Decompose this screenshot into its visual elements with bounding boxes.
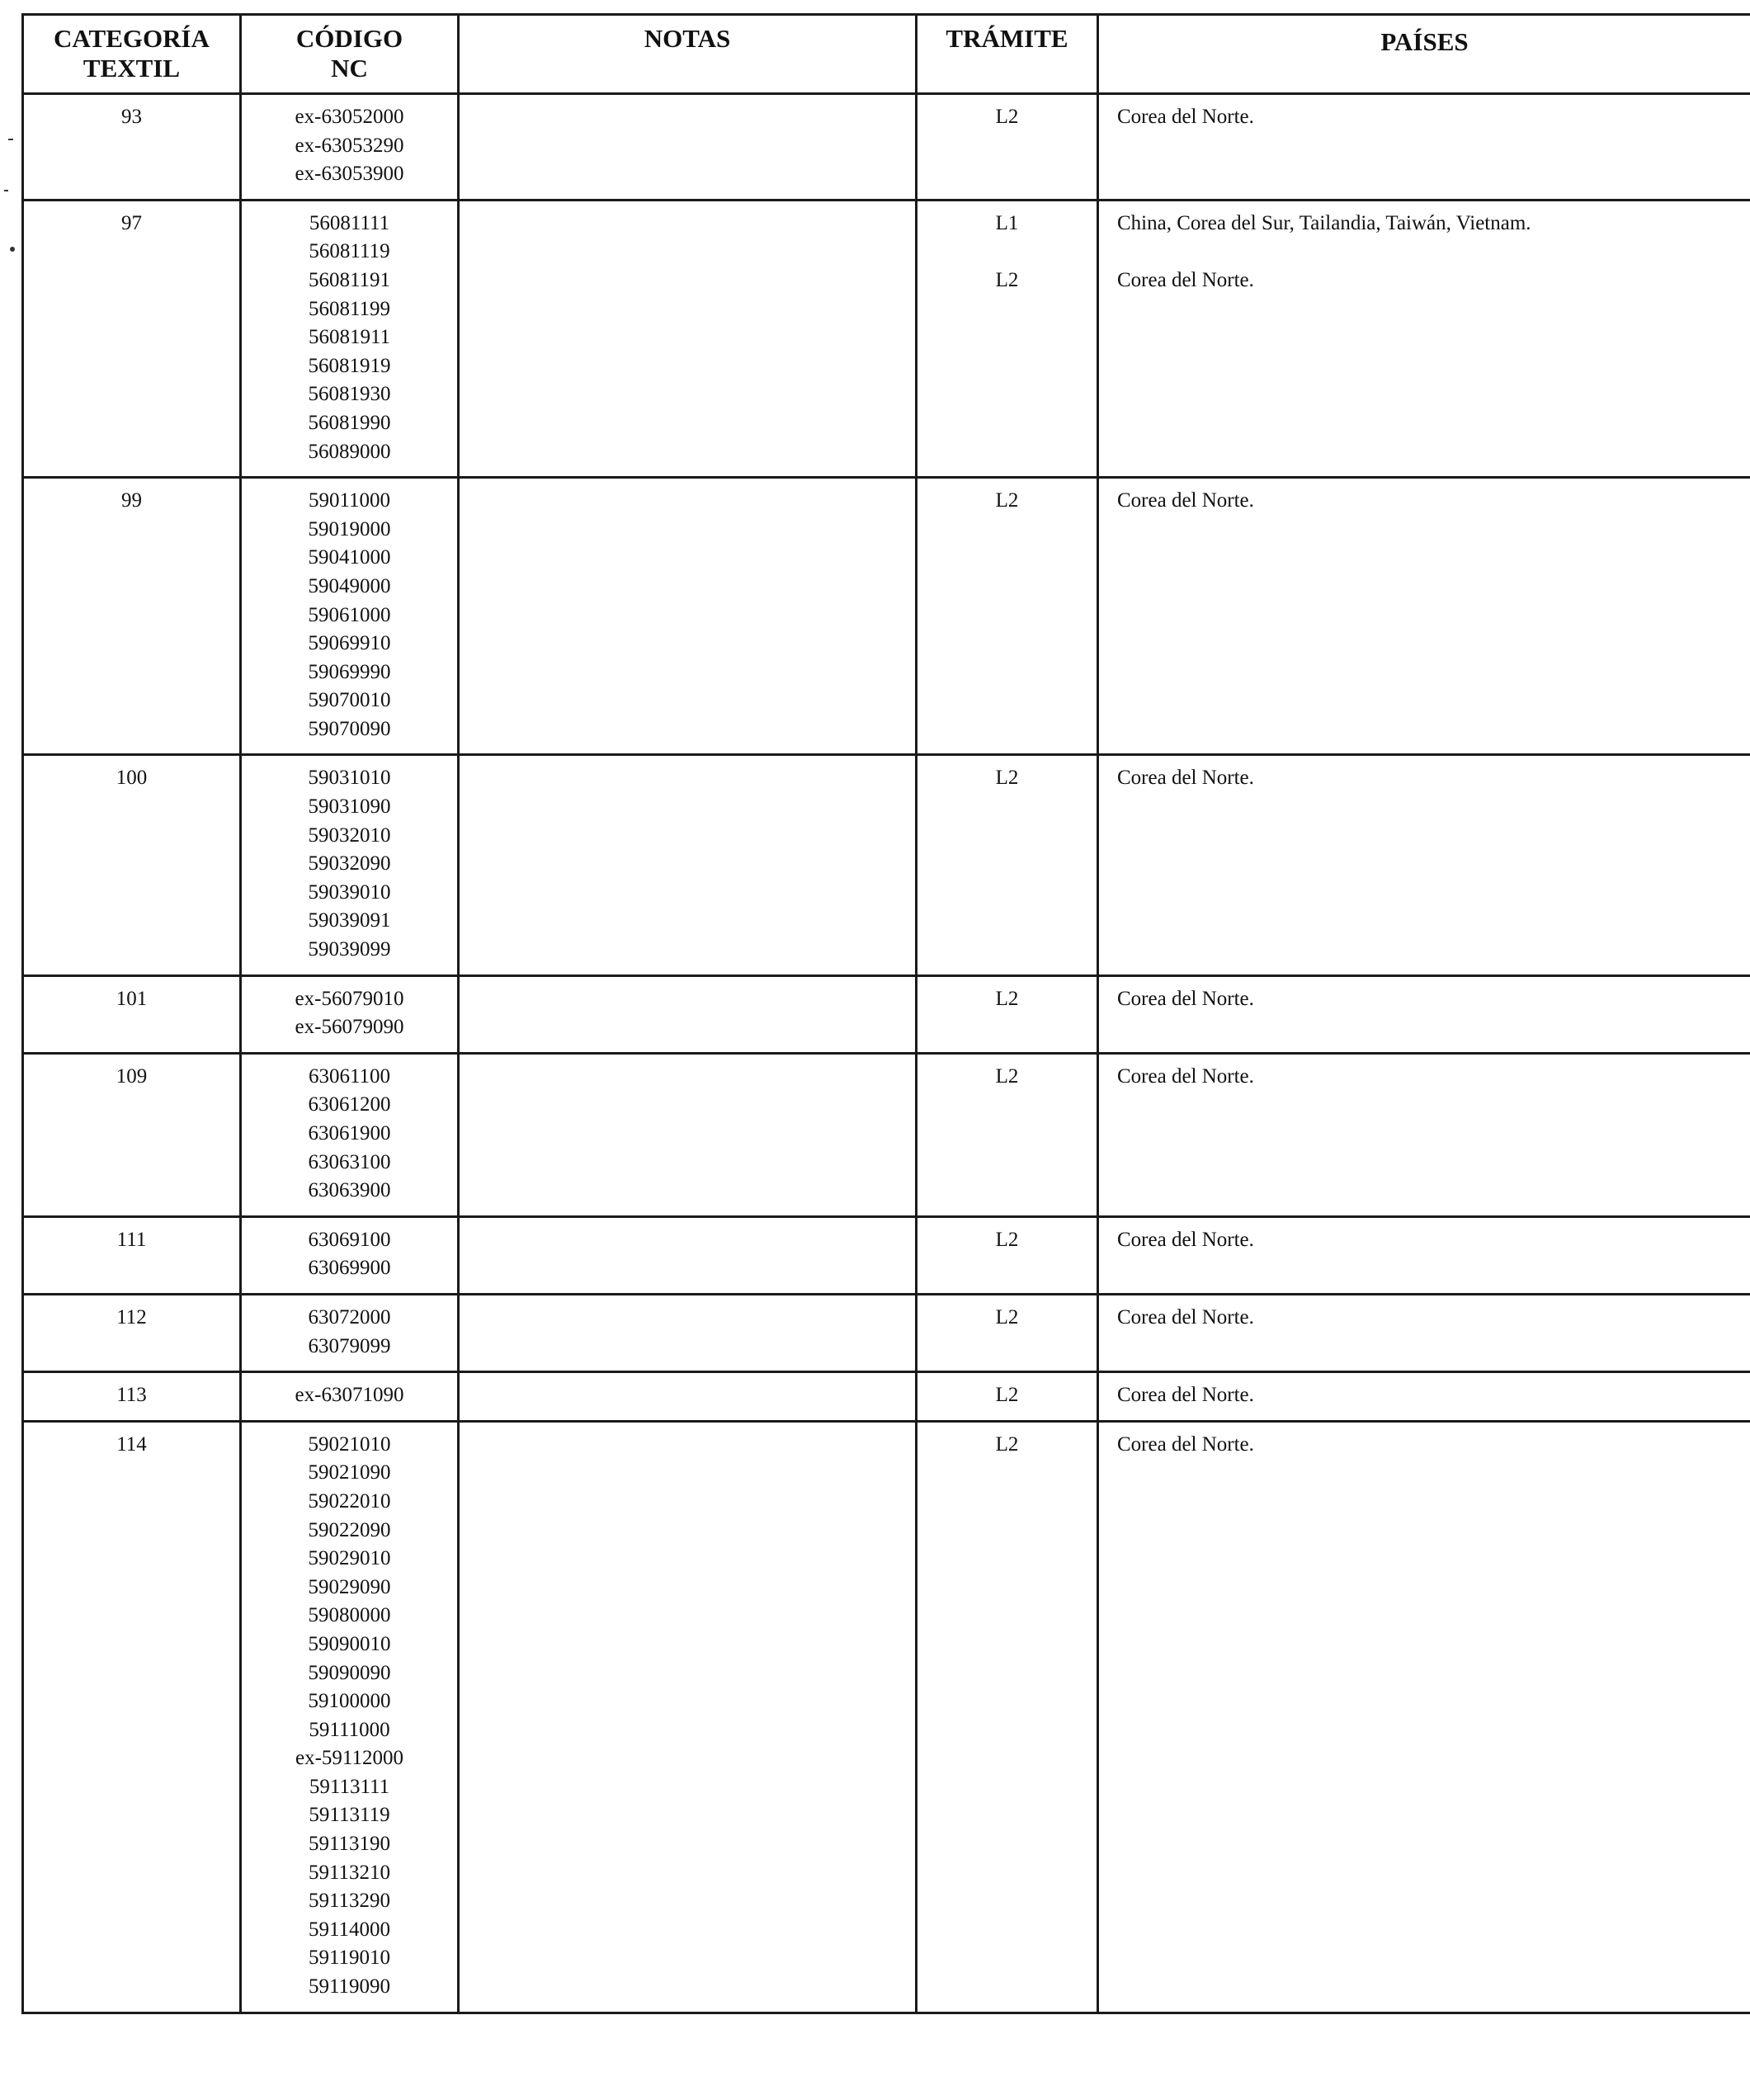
categoria-cell <box>23 1372 241 1422</box>
tramite-value: L2 <box>995 1432 1019 1456</box>
nc-code: 59039010 <box>308 880 391 904</box>
nc-code: 59041000 <box>308 546 391 569</box>
codigo-nc-cell <box>241 1294 459 1371</box>
paises-value: Corea del Norte. <box>1117 987 1254 1010</box>
nc-code: 63061900 <box>308 1122 391 1144</box>
notas-cell <box>459 975 917 1053</box>
paises-cell <box>1098 1294 1750 1371</box>
nc-code: 59029010 <box>308 1547 391 1570</box>
paises-cell <box>1098 1216 1750 1294</box>
nc-code: 59113111 <box>309 1775 390 1798</box>
tramite-value: L2 <box>995 268 1019 291</box>
paises-value: Corea del Norte. <box>1117 1064 1254 1088</box>
header-text: NOTAS <box>644 24 731 53</box>
categoria-value: 100 <box>116 767 148 790</box>
categoria-value: 93 <box>121 106 142 128</box>
paises-cell <box>1098 94 1750 201</box>
document-page <box>21 13 1750 2014</box>
codigo-nc-cell <box>241 755 459 975</box>
nc-code: 63063100 <box>308 1150 391 1173</box>
paises-value: Corea del Norte. <box>1117 106 1254 128</box>
tramite-cell <box>917 755 1098 975</box>
paises-value: Corea del Norte. <box>1117 1384 1254 1407</box>
categoria-cell <box>23 478 241 755</box>
table-row <box>23 1053 1750 1216</box>
categoria-cell <box>23 1294 241 1371</box>
categoria-value: 97 <box>121 211 142 234</box>
header-codigo-nc <box>241 15 459 94</box>
codigo-nc-cell <box>241 200 459 477</box>
line-gap <box>917 238 1097 267</box>
paises-value: China, Corea del Sur, Tailandia, Taiwán, Vietnam. <box>1117 211 1531 234</box>
table-row <box>23 975 1750 1053</box>
tramite-value: L2 <box>995 1305 1019 1328</box>
codigo-nc-cell <box>241 1216 459 1294</box>
tramite-cell <box>917 1053 1098 1216</box>
paises-value: Corea del Norte. <box>1117 268 1254 291</box>
tramite-cell <box>917 975 1098 1053</box>
nc-code: 59029090 <box>308 1575 391 1598</box>
notas-cell <box>459 1421 917 2013</box>
nc-code: 56081111 <box>309 211 390 234</box>
nc-code: 59090090 <box>308 1661 391 1684</box>
tramite-value: L2 <box>995 1228 1019 1251</box>
nc-code: 59113190 <box>308 1833 391 1856</box>
line-gap <box>1117 238 1750 267</box>
categoria-cell <box>23 755 241 975</box>
categoria-value: 113 <box>116 1384 147 1407</box>
categoria-cell <box>23 94 241 201</box>
categoria-value: 109 <box>116 1064 148 1088</box>
nc-code: ex-56079090 <box>295 1016 404 1039</box>
header-text: TRÁMITE <box>946 24 1068 53</box>
nc-code: 63079099 <box>308 1334 391 1357</box>
nc-code: 59113290 <box>308 1890 391 1913</box>
nc-code: 59113210 <box>308 1861 391 1884</box>
paises-cell <box>1098 755 1750 975</box>
codigo-nc-cell <box>241 94 459 201</box>
tramite-value: L2 <box>995 987 1019 1010</box>
nc-code: 63061100 <box>308 1064 391 1088</box>
header-text: NC <box>331 54 368 83</box>
notas-cell <box>459 755 917 975</box>
categoria-cell <box>23 1216 241 1294</box>
codigo-nc-cell <box>241 975 459 1053</box>
nc-code: 56081119 <box>309 240 390 263</box>
nc-code: 59021090 <box>308 1461 391 1484</box>
nc-code: 59032010 <box>308 823 391 847</box>
tramite-cell <box>917 1372 1098 1422</box>
tramite-value: L2 <box>995 106 1019 128</box>
nc-code: 56081990 <box>308 411 391 434</box>
tramite-value: L2 <box>995 1064 1019 1088</box>
paises-cell <box>1098 1053 1750 1216</box>
nc-code: 59113119 <box>309 1804 390 1827</box>
nc-code: ex-63053900 <box>295 163 404 186</box>
nc-code: 59021010 <box>308 1432 391 1456</box>
paises-cell <box>1098 478 1750 755</box>
nc-code: 63069900 <box>308 1257 391 1280</box>
categoria-value: 101 <box>116 987 148 1010</box>
header-text: TEXTIL <box>83 54 181 83</box>
textile-categories-table <box>21 13 1750 2014</box>
nc-code: ex-56079010 <box>295 987 404 1010</box>
codigo-nc-cell <box>241 1053 459 1216</box>
scan-mark <box>8 139 13 140</box>
notas-cell <box>459 1294 917 1371</box>
table-row <box>23 200 1750 477</box>
nc-code: 59090010 <box>308 1632 391 1655</box>
nc-code: 59070090 <box>308 717 391 740</box>
table-row <box>23 478 1750 755</box>
categoria-value: 111 <box>116 1228 147 1251</box>
tramite-value: L2 <box>995 1384 1019 1407</box>
table-header-row <box>23 15 1750 94</box>
tramite-cell <box>917 1216 1098 1294</box>
nc-code: 59032090 <box>308 852 391 875</box>
codigo-nc-cell <box>241 1372 459 1422</box>
nc-code: 59080000 <box>308 1604 391 1627</box>
table-row <box>23 755 1750 975</box>
nc-code: 56081911 <box>308 326 391 349</box>
categoria-cell <box>23 1421 241 2013</box>
header-text: CÓDIGO <box>295 24 403 53</box>
tramite-cell <box>917 1294 1098 1371</box>
nc-code: 59069910 <box>308 632 391 655</box>
nc-code: 56081199 <box>308 297 391 320</box>
header-notas <box>459 15 917 94</box>
notas-cell <box>459 200 917 477</box>
nc-code: ex-63071090 <box>295 1384 404 1407</box>
nc-code: 63063900 <box>308 1179 391 1202</box>
nc-code: 56081191 <box>308 268 391 291</box>
tramite-cell <box>917 1421 1098 2013</box>
categoria-value: 99 <box>121 489 142 512</box>
nc-code: 63072000 <box>308 1305 391 1328</box>
notas-cell <box>459 1216 917 1294</box>
nc-code: ex-63052000 <box>295 106 404 128</box>
header-text: CATEGORÍA <box>54 24 210 53</box>
header-text: PAÍSES <box>1380 27 1469 56</box>
tramite-value: L2 <box>995 767 1019 790</box>
nc-code: 59119090 <box>308 1975 391 1999</box>
categoria-value: 112 <box>116 1305 147 1328</box>
paises-cell <box>1098 1421 1750 2013</box>
scan-mark <box>10 247 15 252</box>
nc-code: 59039099 <box>308 938 391 961</box>
nc-code: 56089000 <box>308 440 391 463</box>
tramite-value: L1 <box>995 211 1019 234</box>
categoria-cell <box>23 200 241 477</box>
notas-cell <box>459 1053 917 1216</box>
nc-code: 59119010 <box>308 1947 391 1970</box>
codigo-nc-cell <box>241 478 459 755</box>
nc-code: 59069990 <box>308 660 391 683</box>
paises-value: Corea del Norte. <box>1117 767 1254 790</box>
paises-value: Corea del Norte. <box>1117 489 1254 512</box>
nc-code: 59049000 <box>308 574 391 597</box>
table-row <box>23 94 1750 201</box>
nc-code: 59022010 <box>308 1489 391 1512</box>
categoria-cell <box>23 975 241 1053</box>
table-row <box>23 1421 1750 2013</box>
nc-code: ex-59112000 <box>295 1747 403 1770</box>
tramite-cell <box>917 200 1098 477</box>
nc-code: 59011000 <box>308 489 391 512</box>
table-row <box>23 1294 1750 1371</box>
nc-code: 59070010 <box>308 689 391 712</box>
paises-value: Corea del Norte. <box>1117 1228 1254 1251</box>
header-tramite <box>917 15 1098 94</box>
table-row <box>23 1216 1750 1294</box>
tramite-cell <box>917 94 1098 201</box>
paises-cell <box>1098 200 1750 477</box>
notas-cell <box>459 94 917 201</box>
header-categoria-textil <box>23 15 241 94</box>
nc-code: 59061000 <box>308 603 391 626</box>
codigo-nc-cell <box>241 1421 459 2013</box>
nc-code: 63069100 <box>308 1228 391 1251</box>
nc-code: 56081930 <box>308 383 391 406</box>
nc-code: 59022090 <box>308 1518 391 1541</box>
scan-mark <box>4 190 8 191</box>
notas-cell <box>459 1372 917 1422</box>
nc-code: 59019000 <box>308 517 391 540</box>
paises-value: Corea del Norte. <box>1117 1432 1254 1456</box>
nc-code: 59031090 <box>308 795 391 819</box>
nc-code: 59100000 <box>308 1690 391 1713</box>
tramite-value: L2 <box>995 489 1019 512</box>
nc-code: 63061200 <box>308 1093 391 1116</box>
categoria-value: 114 <box>116 1432 147 1456</box>
paises-cell <box>1098 1372 1750 1422</box>
notas-cell <box>459 478 917 755</box>
header-paises <box>1098 15 1750 94</box>
nc-code: 59114000 <box>308 1918 391 1941</box>
tramite-cell <box>917 478 1098 755</box>
nc-code: 56081919 <box>308 354 391 377</box>
nc-code: 59039091 <box>308 909 391 932</box>
categoria-cell <box>23 1053 241 1216</box>
table-row <box>23 1372 1750 1422</box>
nc-code: 59111000 <box>309 1718 390 1741</box>
nc-code: 59031010 <box>308 767 391 790</box>
paises-cell <box>1098 975 1750 1053</box>
paises-value: Corea del Norte. <box>1117 1305 1254 1328</box>
nc-code: ex-63053290 <box>295 134 404 157</box>
table-body <box>23 94 1750 2013</box>
